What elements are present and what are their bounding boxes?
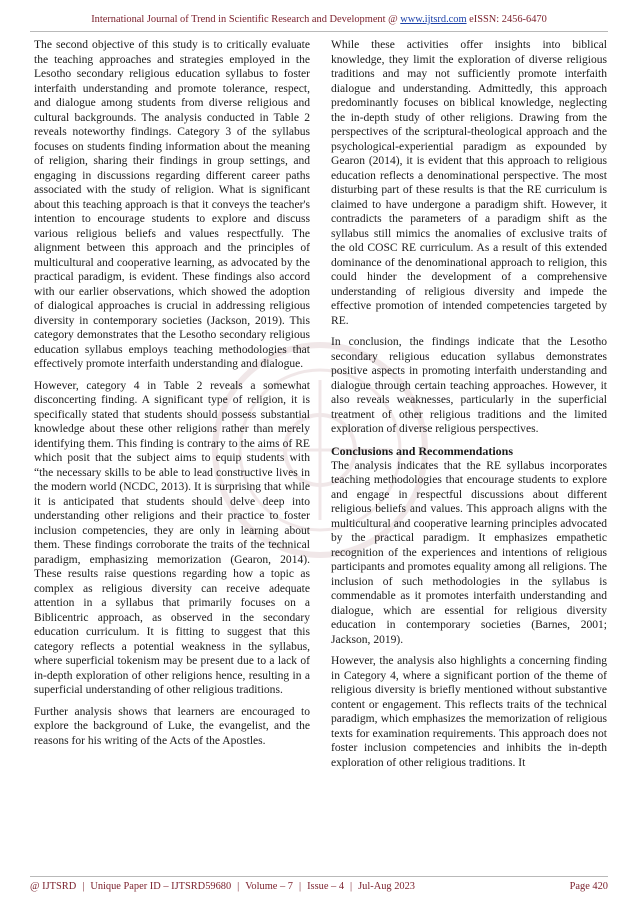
journal-title: International Journal of Trend in Scientific Research and Development @ (91, 14, 401, 25)
paragraph: Further analysis shows that learners are encouraged to explore the background of Luke, the evangelist, and the reasons for his writing of the Acts of the Apostles. (34, 705, 310, 747)
header-divider (30, 31, 608, 32)
section-heading: Conclusions and Recommendations (331, 443, 514, 458)
footer-date: Jul-Aug 2023 (358, 881, 415, 892)
page-number: Page 420 (569, 881, 608, 892)
footer-ijtsrd: @ IJTSRD (30, 881, 77, 892)
paragraph: However, category 4 in Table 2 reveals a somewhat disconcerting finding. A significant type of religion, it is specifically stated that students should possess substantial knowledge about these other religions rather than merely identifying them. This finding is contrary to the aims of RE which posit that the subject aims to equip students with “the necessary skills to be able to lead constructive lives in the modern world (NCDC, 2013). It is surprising that while it is anticipated that students should delve deep into understanding other religions and their practice to foster inclusion competencies, they are only in learning about them. These findings corroborate the traits of the technical paradigm, emphasizing memorization (Gearon, 2014). These results raise questions regarding how a topic as complex as religious diversity can receive adequate attention in a syllabus that primarily focuses on a Biblicentric approach, as observed in the secondary education curriculum. It is fitting to suggest that this category reflects a potential weakness in the syllabus, where superficial tokenism may be present due to a lack of in-depth exploration of other religions hence, resulting in a superficial understanding of other religious traditions. (34, 379, 310, 696)
footer-volume: Volume – 7 (245, 881, 293, 892)
footer-issue: Issue – 4 (307, 881, 345, 892)
paragraph: While these activities offer insights into biblical knowledge, they limit the exploration of diverse religious traditions and may not sufficiently promote interfaith dialogue and understanding. Admittedly, this approach predominantly focuses on biblical knowledge, neglecting the in-depth study of other religions. Drawing from the perspectives of the scriptural-theological approach and the psychological-experiential paradigm as expounded by Gearon (2014), it is evident that this approach to religious education reflects a denominational perspective. The most disturbing part of these results is that the RE curriculum is claimed to have undergone a paradigm shift. However, it contradicts the parameters of a paradigm shift as the syllabus still mimics the anomalies of exclusive traits of the old COSC RE curriculum. As a result of this extended dominance of the denominational approach to religion, this could hinder the development of a comprehensive understanding of religious diversity and impede the effective promotion of intended competencies targeted by RE. (331, 39, 607, 327)
running-header (0, 14, 638, 25)
paragraph: In conclusion, the findings indicate that the Lesotho secondary religious education syllabus demonstrates positive aspects in promoting interfaith understanding and dialogue through certain teaching approaches. However, it also reveals weaknesses, particularly in the superficial treatment of other religious traditions and the limited exploration of diverse religious perspectives. (331, 336, 607, 435)
eissn: eISSN: 2456-6470 (466, 14, 547, 25)
footer-paper-id: Unique Paper ID – IJTSRD59680 (90, 881, 232, 892)
paragraph: The analysis indicates that the RE syllabus incorporates teaching methodologies that encourage students to explore and engage in respectful discussions about different religious beliefs and values. This approach aligns with the multicultural and cooperative learning principles advocated by the practical paradigm. It emphasizes empathetic recognition of the experiences and intentions of religious participants and promotes equality among all religions. The inclusion of such methodologies in the syllabus is commendable as it promotes interfaith understanding and dialogue, which are essential for religious diversity education in contemporary societies (Barnes, 2001; Jackson, 2019). (331, 459, 607, 646)
journal-url-link[interactable]: www.ijtsrd.com (400, 14, 467, 25)
left-column (34, 38, 310, 755)
footer-divider (30, 876, 608, 877)
right-column (331, 38, 607, 777)
paragraph: The second objective of this study is to critically evaluate the teaching approaches and strategies employed in the Lesotho secondary religious education syllabus to foster interfaith understanding and promote tolerance, respect, and dialogue among students from diverse religious and cultural backgrounds. The analysis conducted in Table 2 reveals noteworthy findings. Category 3 of the syllabus focuses on students finding information about the meaning of religion, sharing their findings in group settings, and engaging in discussions regarding different career paths associated with the study of religion. What is significant about this teaching approach is that it conveys the teacher's intention to encourage students to explore and discuss various religious beliefs and values respectfully. The alignment between this approach and the principles of multicultural and cooperative learning, as advocated by the practical paradigm, is evident. These findings also accord with our earlier observations, which showed the adoption of dialogical approaches is crucial in addressing religious diversity in contemporary societies (Jackson, 2019). This category demonstrates that the Lesotho secondary religious education syllabus employs teaching methodologies that effectively promote interfaith understanding and dialogue. (34, 39, 310, 370)
running-footer: @ IJTSRD | Unique Paper ID – IJTSRD59680 | Volume – 7 | Issue – 4 | Jul-Aug 2023 Page 420 (30, 881, 608, 892)
paragraph: However, the analysis also highlights a concerning finding in Category 4, where a significant portion of the theme of religious diversity is briefly mentioned without substantive content or engagement. This reflects traits of the technical paradigm, which emphasizes the memorization of religious texts for examination requirements. This approach does not foster inclusion competencies and inhibits the in-depth exploration of other religious traditions. It (331, 655, 607, 769)
